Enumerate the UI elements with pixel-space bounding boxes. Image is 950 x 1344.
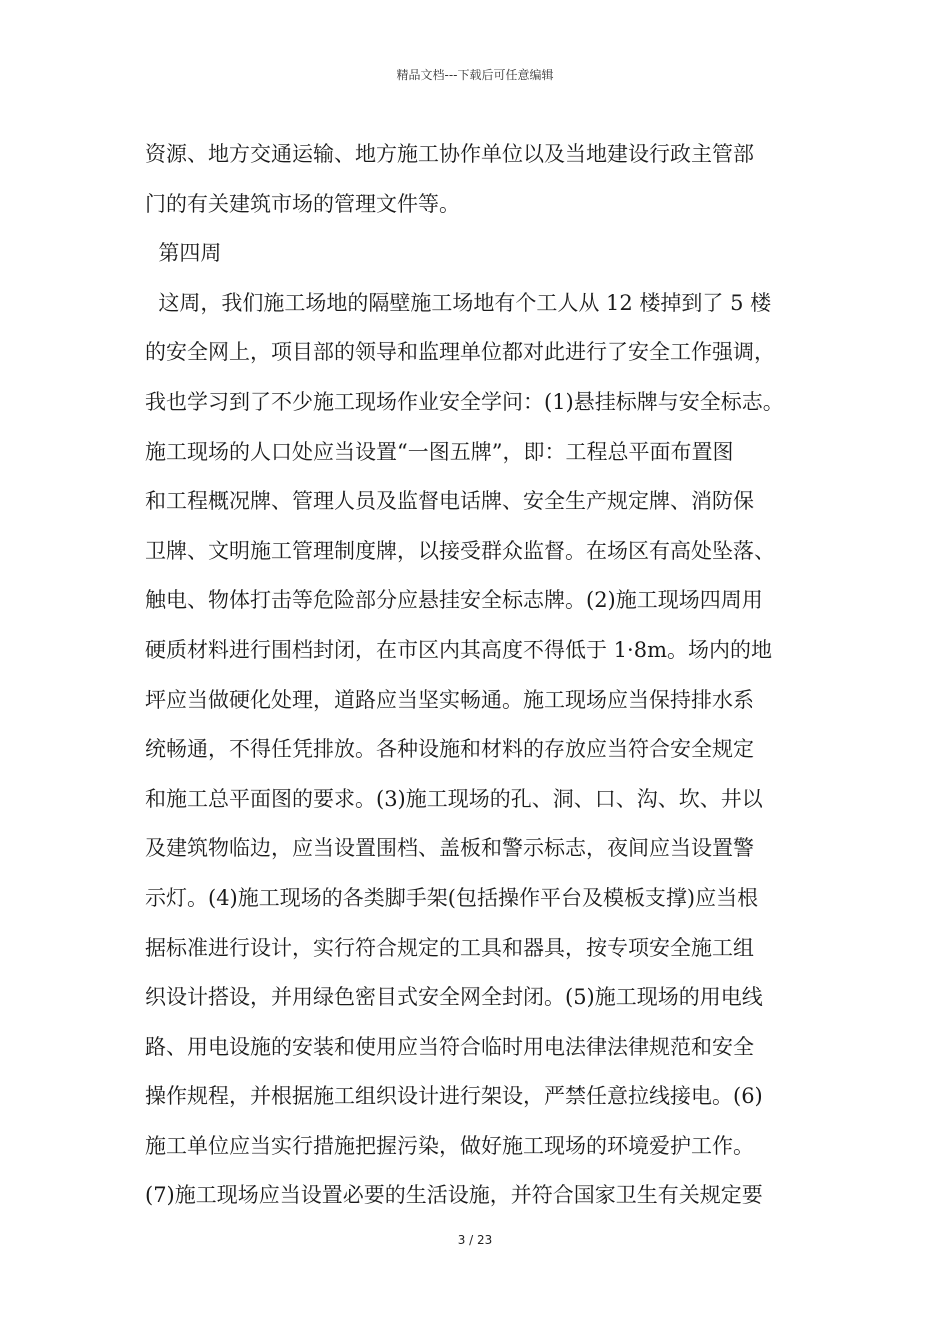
text-line: 门的有关建筑市场的管理文件等。	[145, 191, 460, 216]
page-number: 3 / 23	[457, 1233, 493, 1247]
text-line: 施工现场的人口处应当设置“一图五牌”，即：工程总平面布置图	[145, 439, 734, 464]
text-line: 这周，我们施工场地的隔壁施工场地有个工人从 12 楼掉到了 5 楼	[145, 290, 772, 315]
text-line: 织设计搭设，并用绿色密目式安全网全封闭。(5)施工现场的用电线	[145, 985, 763, 1010]
text-line: 路、用电设施的安装和使用应当符合临时用电法律法律规范和安全	[145, 1034, 754, 1059]
body-text	[145, 130, 810, 1221]
text-line: 据标准进行设计，实行符合规定的工具和器具，按专项安全施工组	[145, 935, 754, 960]
text-line: 和施工总平面图的要求。(3)施工现场的孔、洞、口、沟、坎、井以	[145, 786, 763, 811]
text-line: 坪应当做硬化处理，道路应当坚实畅通。施工现场应当保持排水系	[145, 687, 754, 712]
text-line: 硬质材料进行围档封闭，在市区内其高度不得低于 1·8m。场内的地	[145, 637, 772, 662]
text-line: 和工程概况牌、管理人员及监督电话牌、安全生产规定牌、消防保	[145, 489, 754, 514]
text-line: 资源、地方交通运输、地方施工协作单位以及当地建设行政主管部	[145, 142, 754, 166]
text-line: 示灯。(4)施工现场的各类脚手架(包括操作平台及模板支撑)应当根	[145, 885, 759, 910]
page-header: 精品文档---下载后可任意编辑	[396, 68, 554, 82]
text-line: (7)施工现场应当设置必要的生活设施，并符合国家卫生有关规定要	[145, 1183, 763, 1208]
text-line: 施工单位应当实行措施把握污染，做好施工现场的环境爱护工作。	[145, 1133, 754, 1158]
text-line: 卫牌、文明施工管理制度牌，以接受群众监督。在场区有高处坠落、	[145, 538, 775, 563]
text-line: 及建筑物临边，应当设置围档、盖板和警示标志，夜间应当设置警	[145, 836, 754, 861]
text-line: 我也学习到了不少施工现场作业安全学问：(1)悬挂标牌与安全标志。	[145, 389, 784, 414]
section-heading: 第四周	[145, 241, 222, 266]
text-line: 的安全网上，项目部的领导和监理单位都对此进行了安全工作强调，	[145, 340, 775, 365]
text-line: 触电、物体打击等危险部分应悬挂安全标志牌。(2)施工现场四周用	[145, 588, 763, 613]
text-line: 统畅通，不得任凭排放。各种设施和材料的存放应当符合安全规定	[145, 737, 754, 762]
text-line: 操作规程，并根据施工组织设计进行架设，严禁任意拉线接电。(6)	[145, 1084, 763, 1109]
